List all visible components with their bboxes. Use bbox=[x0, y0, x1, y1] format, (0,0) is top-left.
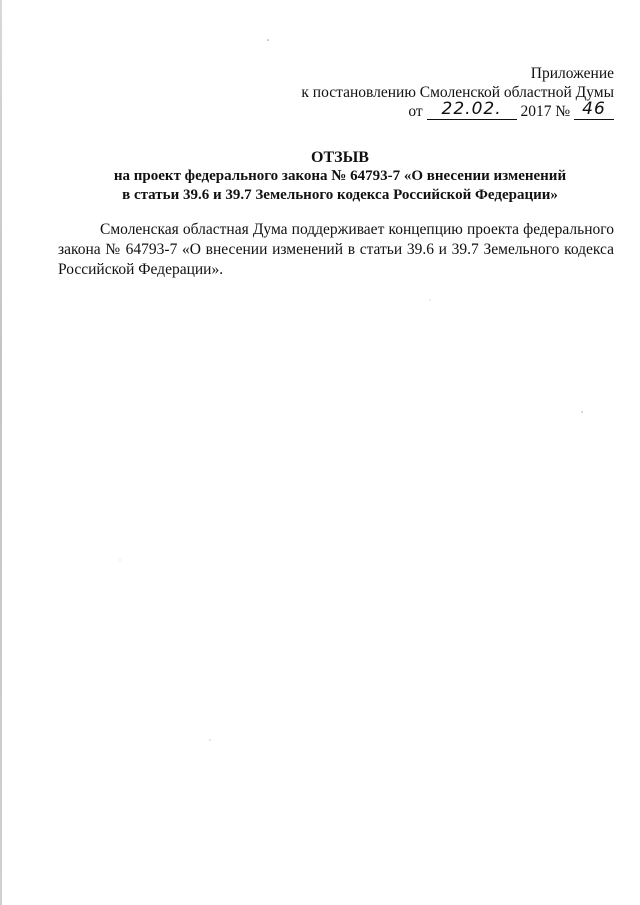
date-year: 2017 bbox=[520, 103, 552, 120]
title-line-2: в статьи 39.6 и 39.7 Земельного кодекса Российской Федерации» bbox=[122, 187, 558, 203]
speck bbox=[581, 411, 582, 412]
date-prefix: от bbox=[408, 103, 423, 120]
title-line-1: на проект федерального закона № 64793-7 «О внесении изменений bbox=[113, 168, 567, 184]
appendix-resolution-ref: к постановлению Смоленской областной Думы bbox=[301, 84, 614, 101]
appendix-header bbox=[301, 64, 614, 121]
title-main: ОТЗЫВ bbox=[311, 149, 369, 166]
appendix-date-line bbox=[301, 99, 614, 121]
scan-edge bbox=[0, 0, 2, 905]
appendix-label: Приложение bbox=[530, 65, 614, 82]
number-sign: № bbox=[555, 103, 571, 120]
body-paragraph: Смоленская областная Дума поддерживает концепцию проекта федерального закона № 64793-7 «О внесении изменений в статьи 39.6 и 39.7 Земельного кодекса Российской Федерации». bbox=[58, 221, 614, 278]
handwritten-number: 46 bbox=[574, 103, 614, 120]
speck bbox=[430, 300, 431, 301]
speck bbox=[120, 560, 121, 561]
document-title bbox=[60, 148, 620, 205]
speck bbox=[267, 39, 269, 41]
speck bbox=[209, 739, 210, 740]
handwritten-date: 22.02. bbox=[427, 103, 517, 120]
